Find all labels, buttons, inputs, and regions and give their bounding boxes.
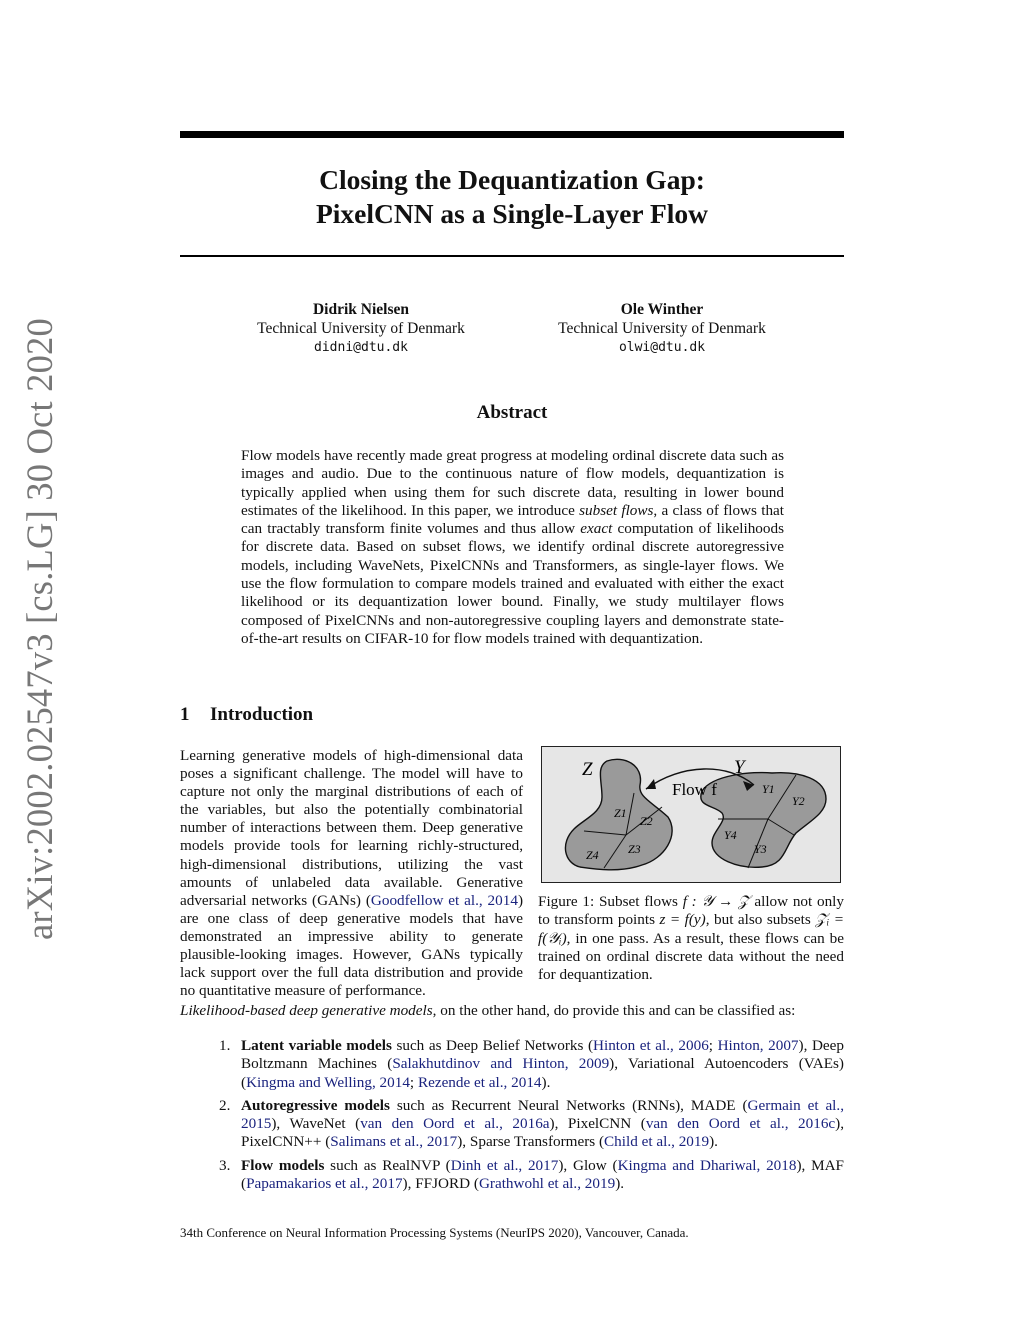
abstract-heading: Abstract — [476, 402, 548, 423]
y-region-label: Y4 — [724, 828, 737, 842]
abstract-emphasis: exact — [580, 520, 613, 538]
z-region-label: Z1 — [614, 806, 627, 820]
abstract-emphasis: subset flows — [579, 501, 654, 519]
citation-link[interactable]: van den Oord et al., 2016c — [645, 1115, 836, 1133]
author-affiliation: Technical University of Denmark — [257, 320, 465, 337]
citation-link[interactable]: Hinton et al., 2006 — [593, 1037, 709, 1054]
z-region-label: Z4 — [586, 848, 599, 862]
section-number: 1 — [180, 704, 190, 725]
list-item: 1. Latent variable models such as Deep Belief Networks (Hinton et al., 2006; Hinton, 2007), Deep Boltzmann Machines (Salakhutdinov and Hinton, 2009), Variational Autoencoders (VAEs) (Kingma and Welling, 2014; Rezende et al., 2014). — [219, 1037, 844, 1091]
author-name: Didrik Nielsen — [312, 301, 410, 318]
author-block-2 — [512, 300, 812, 357]
citation-link[interactable]: Dinh et al., 2017 — [450, 1156, 559, 1174]
citation-link[interactable]: Salimans et al., 2017 — [330, 1133, 458, 1151]
figure-diagram — [542, 747, 840, 882]
title-top-rule — [180, 131, 844, 138]
author-email[interactable]: didni@dtu.dk — [314, 340, 408, 355]
title-line-2: PixelCNN as a Single-Layer Flow — [315, 198, 709, 229]
figure-caption: Figure 1: Subset flows f : 𝒴 → 𝒵 allow not only to transform points z = f(y), but also subsets 𝒵ᵢ = f(𝒴ᵢ), in one pass. As a result, these flows can be trained on ordinal discrete data without the need for dequantization. — [538, 893, 844, 984]
arxiv-identifier: arXiv:2002.02547v3 [cs.LG] 30 Oct 2020 — [19, 318, 60, 940]
citation-link[interactable]: Hinton, 2007 — [717, 1037, 799, 1054]
citation-link[interactable]: Germain et al., 2015 — [241, 1096, 844, 1133]
author-block-1 — [211, 300, 511, 357]
list-marker: 1. — [219, 1037, 231, 1054]
author-name: Ole Winther — [620, 301, 704, 318]
citation-link[interactable]: Kingma and Dhariwal, 2018 — [617, 1156, 797, 1174]
section-title: Introduction — [210, 704, 314, 725]
intro-continuation: Likelihood-based deep generative models, on the other hand, do provide this and can be classified as: — [180, 1002, 796, 1019]
citation-link[interactable]: Child et al., 2019 — [604, 1133, 710, 1151]
citation-link[interactable]: Salakhutdinov and Hinton, 2009 — [392, 1055, 610, 1073]
list-marker: 2. — [219, 1096, 231, 1114]
y-region-label: Y2 — [792, 794, 805, 808]
title-line-1: Closing the Dequantization Gap: — [319, 164, 705, 195]
z-region-label: Z2 — [640, 814, 653, 828]
list-item: 2. Autoregressive models such as Recurrent Neural Networks (RNNs), MADE (Germain et al., 2015), WaveNet (van den Oord et al., 2016a), PixelCNN (van den Oord et al., 2016c), PixelCNN++ (Salimans et al., 2017), Sparse Transformers (Child et al., 2019). — [219, 1096, 845, 1151]
flow-label: Flow f — [672, 780, 717, 799]
figure-subset-flows — [541, 746, 841, 883]
flow-arrow-head — [646, 779, 656, 789]
list-item: 3. Flow models such as RealNVP (Dinh et al., 2017), Glow (Kingma and Dhariwal, 2018), MAF (Papamakarios et al., 2017), FFJORD (Grathwohl et al., 2019). — [219, 1156, 845, 1193]
conference-footer: 34th Conference on Neural Information Processing Systems (NeurIPS 2020), Vancouver, Canada. — [180, 1225, 689, 1240]
citation-link[interactable]: Papamakarios et al., 2017 — [246, 1175, 403, 1193]
intro-paragraph: Learning generative models of high-dimensional data poses a significant challenge. The model will have to capture not only the marginal distributions of each of the variables, but also the potentially combinatorial number of interactions between them. Deep generative models provide tools for learning richly-structured, high-dimensional distributions, utilizing the vast amounts of unlabeled data available. Generative adversarial networks (GANs) (Goodfellow et al., 2014) are one class of deep generative models that have demonstrated an impressive ability to generate plausible-looking images. However, GANs typically lack support over the full data distribution and provide no quantitative measure of performance. — [180, 747, 523, 1000]
abstract-text: Flow models have recently made great progress at modeling ordinal discrete data such as images and audio. Due to the continuous nature of flow models, dequantization is typically applied when using them for such discrete data, resulting in lower bound estimates of the likelihood. In this paper, we introduce subset flows, a class of flows that can tractably transform finite volumes and thus allow exact computation of likelihoods for discrete data. Based on subset flows, we identify ordinal discrete autoregressive models, including WaveNets, PixelCNNs and Transformers, as single-layer flows. We use the flow formulation to compare models trained and evaluated with either the exact likelihood or its dequantization lower bound. Finally, we study multilayer flows composed of PixelCNNs and non-autoregressive coupling layers and demonstrate state-of-the-art results on CIFAR-10 for flow models trained with dequantization. — [241, 447, 785, 647]
z-set-label: Z — [582, 759, 593, 780]
author-email[interactable]: olwi@dtu.dk — [618, 340, 706, 355]
y-region-label: Y3 — [754, 842, 767, 856]
paper-title — [180, 163, 844, 231]
section-heading-introduction — [180, 704, 313, 726]
z-region-label: Z3 — [628, 842, 641, 856]
y-set-label: Y — [734, 757, 745, 778]
citation-link[interactable]: Grathwohl et al., 2019 — [478, 1175, 616, 1193]
citation-link[interactable]: van den Oord et al., 2016a — [360, 1115, 550, 1133]
author-affiliation: Technical University of Denmark — [558, 320, 766, 337]
model-categories-list — [180, 1037, 844, 1198]
citation-link[interactable]: Rezende et al., 2014 — [417, 1073, 542, 1091]
y-region-label: Y1 — [762, 782, 775, 796]
title-bottom-rule — [180, 255, 844, 257]
list-marker: 3. — [219, 1156, 231, 1174]
citation-link[interactable]: Goodfellow et al., 2014 — [370, 891, 518, 909]
citation-link[interactable]: Kingma and Welling, 2014 — [246, 1073, 410, 1091]
